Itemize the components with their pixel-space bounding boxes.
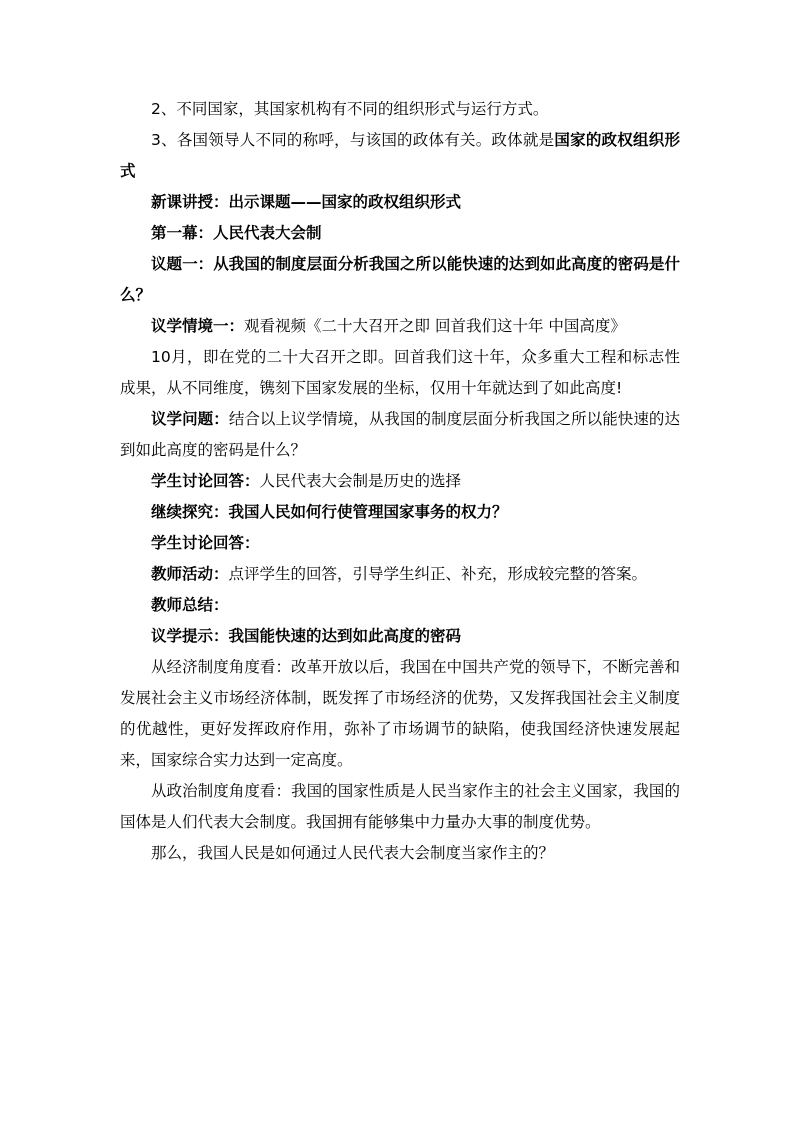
paragraph-17-closing: 那么，我国人民是如何通过人民代表大会制度当家作主的？ bbox=[151, 844, 555, 862]
paragraph-1: 2、不同国家，其国家机构有不同的组织形式与运行方式。 bbox=[151, 100, 549, 118]
paragraph-12-teacher-activity: 教师活动：点评学生的回答，引导学生纠正、补充，形成较完整的答案。 bbox=[151, 565, 648, 583]
paragraph-11-student-answer: 学生讨论回答： bbox=[151, 534, 260, 552]
paragraph-3-new-lesson: 新课讲授：出示课题——国家的政权组织形式 bbox=[151, 193, 462, 211]
paragraph-2: 3、各国领导人不同的称呼，与该国的政体有关。政体就是国家的政权组织形式 bbox=[120, 131, 680, 180]
paragraph-7: 10月，即在党的二十大召开之即。回首我们这十年，众多重大工程和标志性成果，从不同维度，镌刻下国家发展的坐标，仅用十年就达到了如此高度! bbox=[120, 348, 680, 397]
paragraph-6-scenario: 议学情境一：观看视频《二十大召开之即 回首我们这十年 中国高度》 bbox=[151, 317, 626, 335]
paragraph-10-explore: 继续探究：我国人民如何行使管理国家事务的权力？ bbox=[151, 503, 508, 521]
paragraph-5-topic-one: 议题一：从我国的制度层面分析我国之所以能快速的达到如此高度的密码是什么？ bbox=[120, 255, 680, 304]
paragraph-9-student-answer: 学生讨论回答：人民代表大会制是历史的选择 bbox=[151, 472, 462, 490]
paragraph-13-teacher-summary: 教师总结： bbox=[151, 596, 229, 614]
paragraph-4-act-one: 第一幕：人民代表大会制 bbox=[151, 224, 322, 242]
paragraph-16-political: 从政治制度角度看：我国的国家性质是人民当家作主的社会主义国家，我国的国体是人们代表大会制度。我国拥有能够集中力量办大事的制度优势。 bbox=[120, 782, 680, 831]
paragraph-15-economic: 从经济制度角度看：改革开放以后，我国在中国共产党的领导下，不断完善和发展社会主义市场经济体制，既发挥了市场经济的优势，又发挥我国社会主义制度的优越性，更好发挥政府作用，弥补了市场调节的缺陷，使我国经济快速发展起来，国家综合实力达到一定高度。 bbox=[120, 658, 680, 769]
paragraph-14-hint: 议学提示：我国能快速的达到如此高度的密码 bbox=[151, 627, 462, 645]
paragraph-8-question: 议学问题：结合以上议学情境，从我国的制度层面分析我国之所以能快速的达到如此高度的密码是什么？ bbox=[120, 410, 680, 459]
document-page bbox=[120, 94, 680, 869]
